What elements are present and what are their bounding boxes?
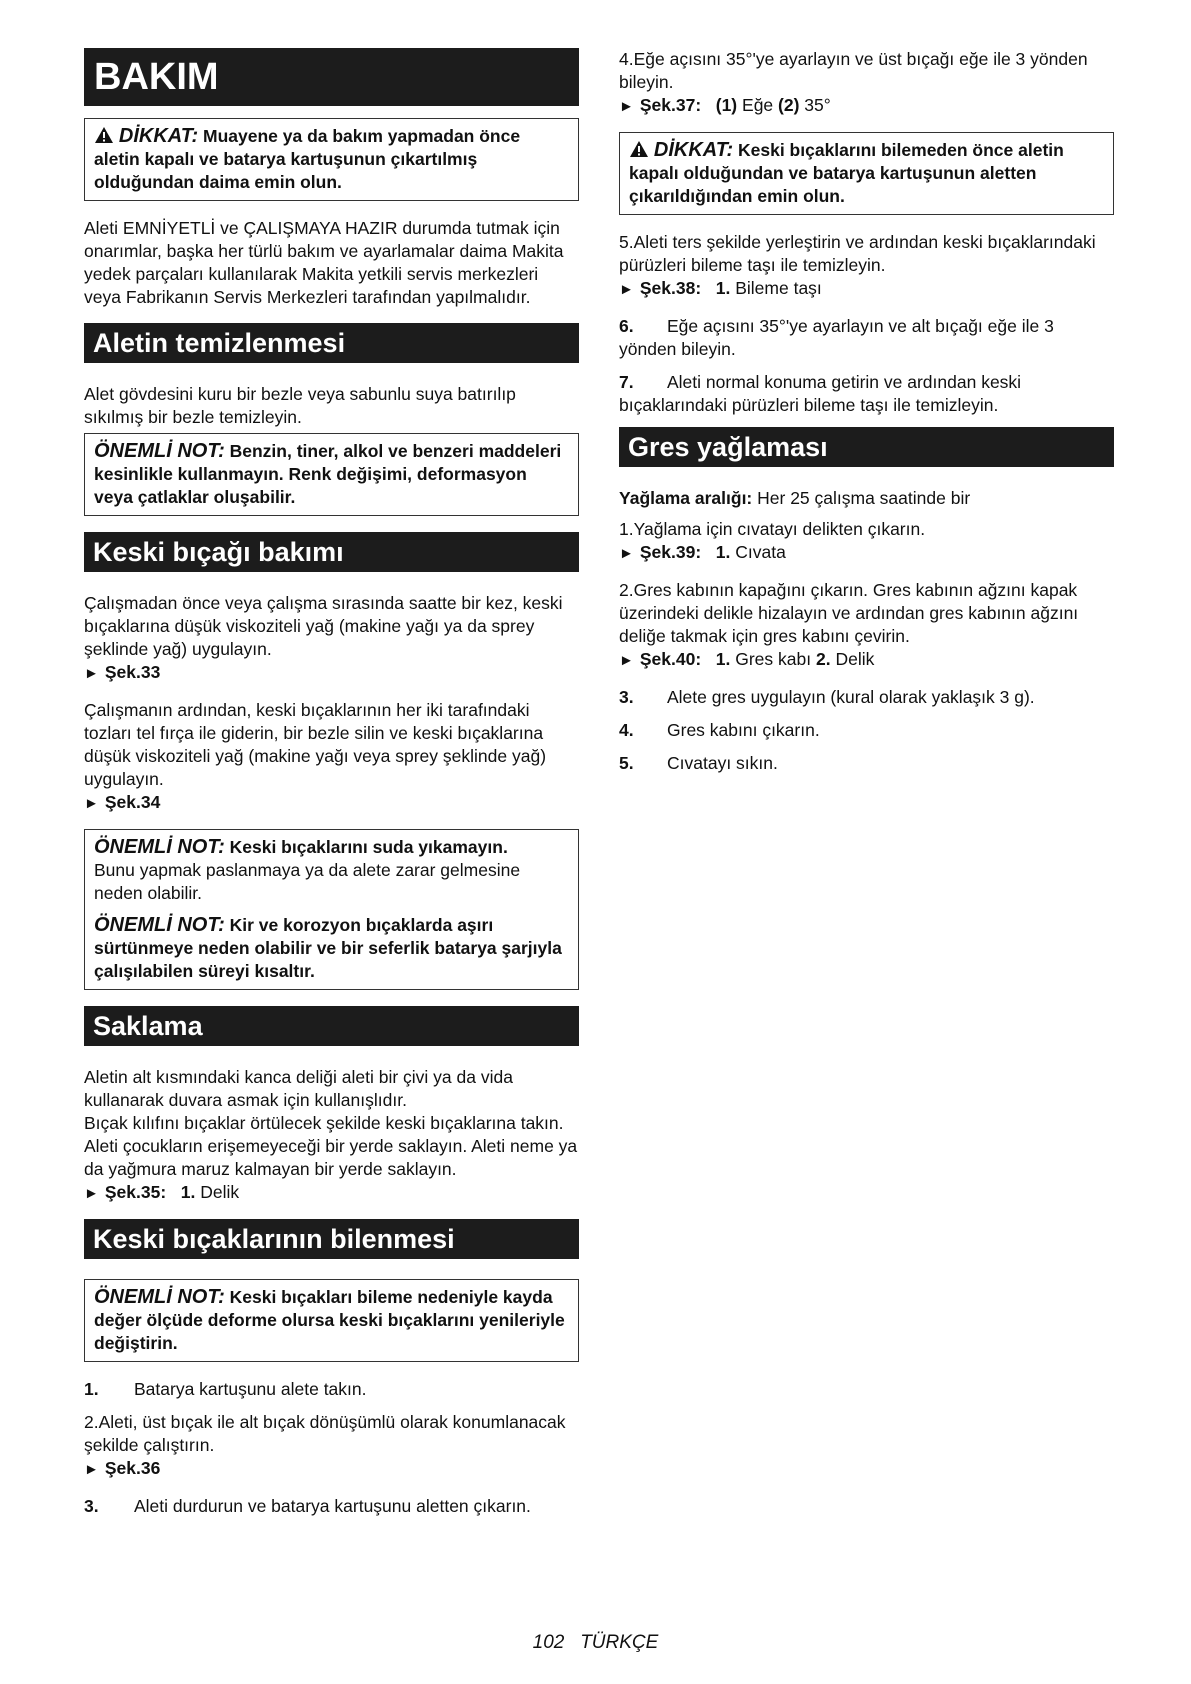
note-label: ÖNEMLİ NOT: (94, 1286, 225, 1308)
lubrication-interval: Yağlama aralığı: Her 25 çalışma saatinde bir (619, 488, 971, 508)
caution-label: DİKKAT: (118, 125, 199, 147)
arrow-right-icon: ► (619, 545, 634, 562)
arrow-right-icon: ► (84, 665, 99, 682)
note-box-blade-care (84, 829, 579, 990)
section-heading-blade-care: Keski bıçağı bakımı (84, 532, 579, 572)
step-item: 3. Aleti durdurun ve batarya kartuşunu aletten çıkarın. (84, 1496, 531, 1516)
page-number: 102 (532, 1632, 565, 1653)
step-item: 1. Batarya kartuşunu alete takın. (84, 1379, 367, 1399)
note-box-sharpening (84, 1279, 579, 1362)
note-box-cleaning (84, 433, 579, 516)
figure-reference: ► Şek.40: 1. Gres kabı 2. Delik (619, 649, 875, 669)
figure-reference: ► Şek.39: 1. Cıvata (619, 542, 786, 562)
blade-care-paragraph-1: Çalışmadan önce veya çalışma sırasında saatte bir kez, keski bıçaklarına düşük viskoziteli yağ (makine yağı ya da sprey şeklinde yağ) uygulayın. (84, 593, 563, 659)
arrow-right-icon: ► (619, 281, 634, 298)
figure-reference: ► Şek.36 (84, 1458, 161, 1478)
section-heading-storage: Saklama (84, 1006, 579, 1046)
section-heading-sharpening: Keski bıçaklarının bilenmesi (84, 1219, 579, 1259)
caution-box (84, 118, 579, 201)
caution-label: DİKKAT: (653, 139, 734, 161)
note-label: ÖNEMLİ NOT: (94, 836, 225, 858)
figure-reference: ► Şek.37: (1) Eğe (2) 35° (619, 95, 831, 115)
step-item: 5. Cıvatayı sıkın. (619, 753, 778, 773)
left-column (84, 48, 579, 1528)
step-item: 6. Eğe açısını 35°'ye ayarlayın ve alt bıçağı eğe ile 3 yönden bileyin. (619, 316, 1054, 359)
step-item: 4. Gres kabını çıkarın. (619, 720, 820, 740)
note-text: Benzin, tiner, alkol ve benzeri maddeleri kesinlikle kullanmayın. Renk değişimi, deformasyon veya çatlaklar oluşabilir. (94, 441, 562, 507)
arrow-right-icon: ► (84, 1185, 99, 1202)
caution-text: Muayene ya da bakım yapmadan önce aletin kapalı ve batarya kartuşunun çıkartılmış olduğundan daima emin olun. (94, 126, 521, 192)
section-heading-grease: Gres yağlaması (619, 427, 1114, 467)
intro-paragraph: Aleti EMNİYETLİ ve ÇALIŞMAYA HAZIR durumda tutmak için onarımlar, başka her türlü bakım ve ayarlamalar daima Makita yedek parçaları kullanılarak Makita yetkili servis merkezleri veya Fabrikanın Servis Merkezleri tarafından yapılmalıdır. (84, 218, 564, 307)
figure-reference: ► Şek.35: 1. Delik (84, 1182, 240, 1202)
figure-reference: ► Şek.33 (84, 662, 161, 682)
footer-language: TÜRKÇE (580, 1632, 659, 1653)
step-item: 3. Alete gres uygulayın (kural olarak yaklaşık 3 g). (619, 687, 1035, 707)
figure-reference: ► Şek.34 (84, 792, 161, 812)
step-item: 4.Eğe açısını 35°'ye ayarlayın ve üst bıçağı eğe ile 3 yönden bileyin. (619, 49, 1088, 92)
caution-text: Keski bıçaklarını bilemeden önce aletin kapalı olduğundan ve batarya kartuşunun aletten çıkarıldığından emin olun. (629, 140, 1064, 206)
note-text: Kir ve korozyon bıçaklarda aşırı sürtünmeye neden olabilir ve bir seferlik batarya şarjıyla çalışılabilen süreyi kısaltır. (94, 915, 562, 981)
step-item: 7. Aleti normal konuma getirin ve ardından keski bıçaklarındaki pürüzleri bileme taşı ile temizleyin. (619, 372, 1022, 415)
blade-care-paragraph-2: Çalışmanın ardından, keski bıçaklarının her iki tarafındaki tozları tel fırça ile giderin, bir bezle silin ve keski bıçaklarına düşük viskoziteli yağ (makine yağı veya sprey şeklinde yağ) uygulayın. (84, 700, 547, 789)
right-column (619, 48, 1114, 785)
note-label: ÖNEMLİ NOT: (94, 440, 225, 462)
cleaning-paragraph: Alet gövdesini kuru bir bezle veya sabunlu suya batırılıp sıkılmış bir bezle temizleyin. (84, 384, 516, 427)
note-bold-text: Keski bıçaklarını suda yıkamayın. (229, 837, 508, 857)
arrow-right-icon: ► (619, 652, 634, 669)
arrow-right-icon: ► (84, 795, 99, 812)
page-footer (0, 1631, 1191, 1654)
arrow-right-icon: ► (619, 98, 634, 115)
note-text: Bunu yapmak paslanmaya ya da alete zarar gelmesine neden olabilir. (94, 860, 521, 903)
storage-paragraph-1: Aletin alt kısmındaki kanca deliği aleti bir çivi ya da vida kullanarak duvara asmak için kullanışlıdır. (84, 1067, 513, 1110)
step-item: 2.Aleti, üst bıçak ile alt bıçak dönüşümlü olarak konumlanacak şekilde çalıştırın. (84, 1412, 566, 1455)
step-item: 2.Gres kabının kapağını çıkarın. Gres kabının ağzını kapak üzerindeki delikle hizalayın ve ardından gres kabının ağzını deliğe takmak için gres kabını çevirin. (619, 580, 1079, 646)
warning-triangle-icon (629, 140, 649, 158)
step-item: 1.Yağlama için cıvatayı delikten çıkarın. (619, 519, 926, 539)
step-item: 5.Aleti ters şekilde yerleştirin ve ardından keski bıçaklarındaki pürüzleri bileme taşı ile temizleyin. (619, 232, 1096, 275)
note-text: Keski bıçakları bileme nedeniyle kayda değer ölçüde deforme olursa keski bıçaklarını yenileriyle değiştirin. (94, 1287, 565, 1353)
warning-triangle-icon (94, 126, 114, 144)
storage-paragraph-2: Bıçak kılıfını bıçaklar örtülecek şekilde keski bıçaklarına takın. Aleti çocukların erişemeyeceği bir yerde saklayın. Aleti neme ya da yağmura maruz kalmayan bir yerde saklayın. (84, 1113, 578, 1179)
caution-box (619, 132, 1114, 215)
section-heading-cleaning: Aletin temizlenmesi (84, 323, 579, 363)
figure-reference: ► Şek.38: 1. Bileme taşı (619, 278, 822, 298)
page-title: BAKIM (84, 48, 579, 106)
arrow-right-icon: ► (84, 1461, 99, 1478)
note-label: ÖNEMLİ NOT: (94, 914, 225, 936)
